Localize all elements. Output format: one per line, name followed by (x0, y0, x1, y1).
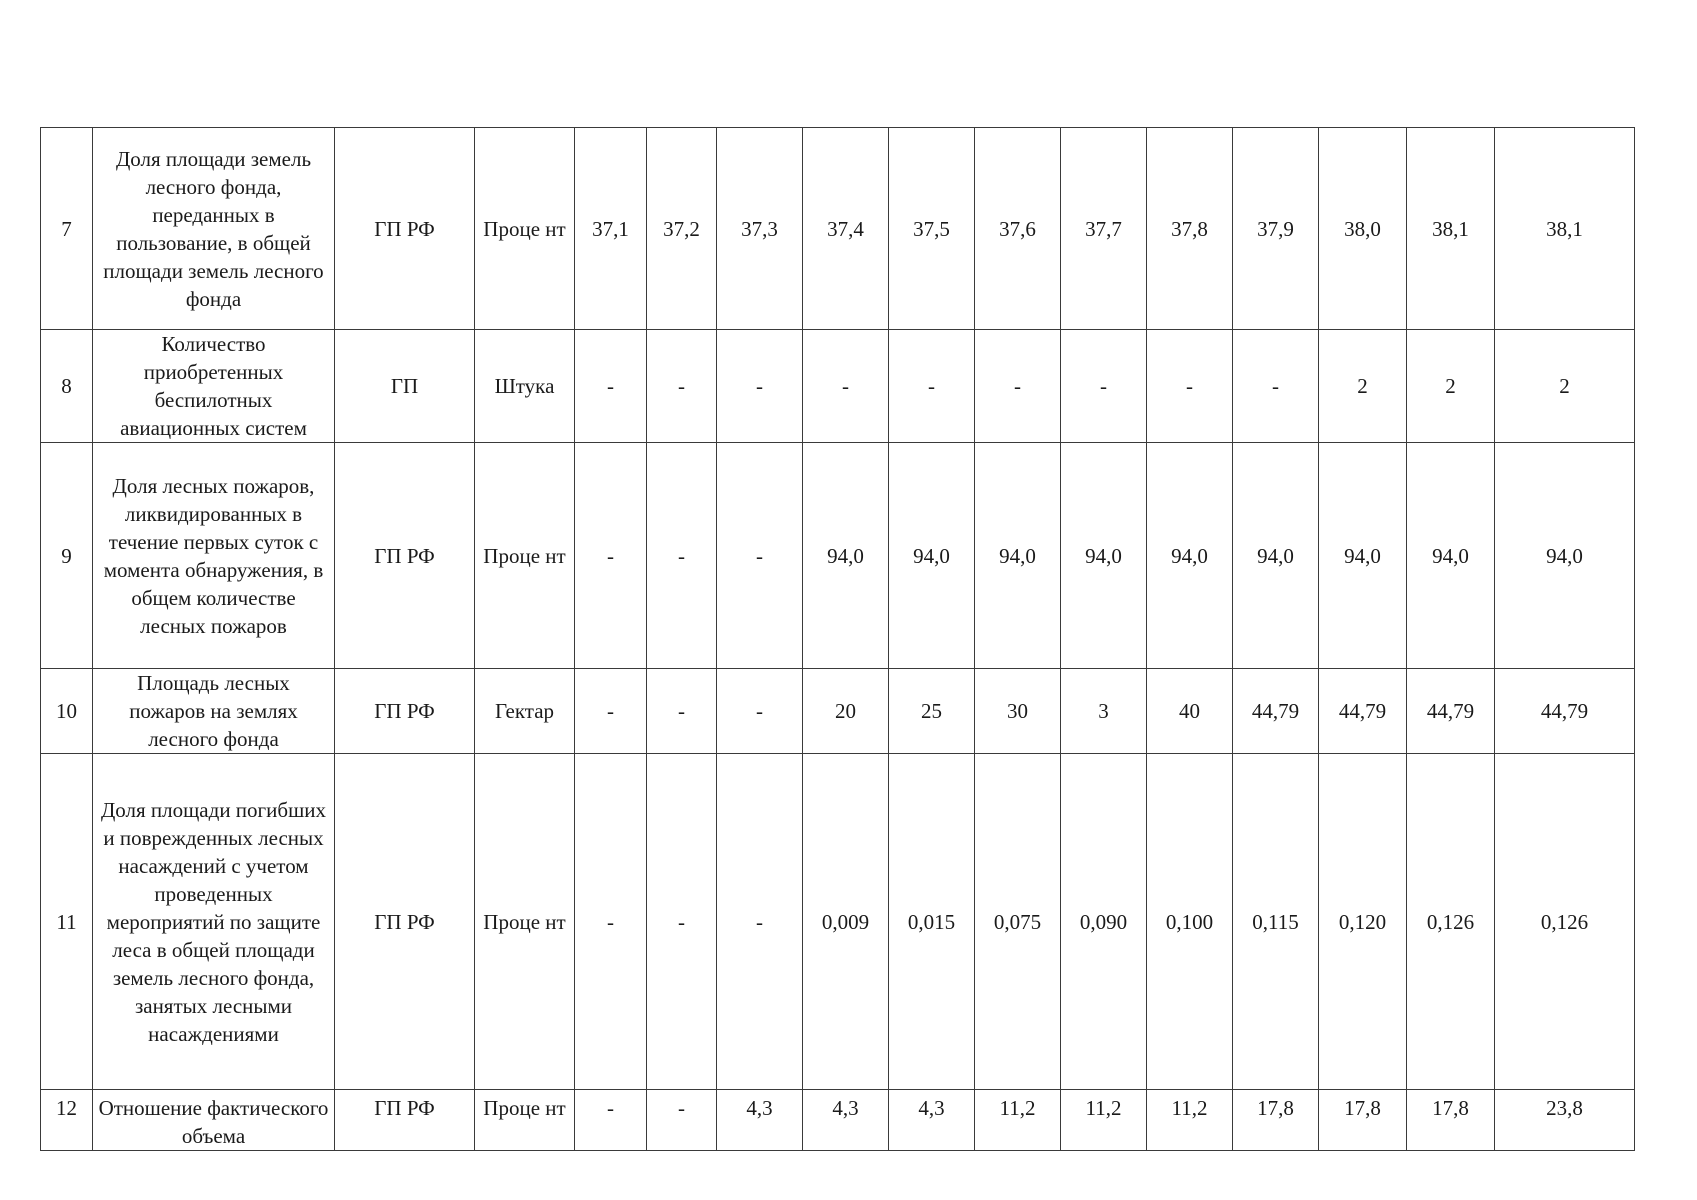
indicator-name-cell: Доля площади погибших и поврежденных лесных насаждений с учетом проведенных мероприятий по защите леса в общей площади земель лесного фонда, занятых лесными насаждениями (93, 754, 335, 1090)
value-cell: 44,79 (1233, 669, 1319, 754)
value-cell: 0,015 (889, 754, 975, 1090)
value-cell: - (647, 330, 717, 443)
value-cell: - (717, 330, 803, 443)
value-cell: 0,115 (1233, 754, 1319, 1090)
value-cell: - (575, 443, 647, 669)
unit-cell: Проце нт (475, 754, 575, 1090)
indicator-name-cell: Количество приобретенных беспилотных авиационных систем (93, 330, 335, 443)
value-cell: - (575, 330, 647, 443)
value-cell: 2 (1495, 330, 1635, 443)
row-number-cell: 7 (41, 128, 93, 330)
value-cell: - (1233, 330, 1319, 443)
value-cell: 17,8 (1407, 1090, 1495, 1151)
row-number-cell: 10 (41, 669, 93, 754)
value-cell: - (647, 1090, 717, 1151)
value-cell: 37,5 (889, 128, 975, 330)
program-cell: ГП (335, 330, 475, 443)
program-cell: ГП РФ (335, 443, 475, 669)
table-row (41, 669, 1635, 754)
value-cell: - (803, 330, 889, 443)
value-cell: 38,1 (1407, 128, 1495, 330)
value-cell: 23,8 (1495, 1090, 1635, 1151)
value-cell: 3 (1061, 669, 1147, 754)
value-cell: 30 (975, 669, 1061, 754)
table-row (41, 443, 1635, 669)
value-cell: 11,2 (1147, 1090, 1233, 1151)
value-cell: 17,8 (1233, 1090, 1319, 1151)
value-cell: 40 (1147, 669, 1233, 754)
table-row (41, 330, 1635, 443)
value-cell: - (575, 1090, 647, 1151)
value-cell: 0,090 (1061, 754, 1147, 1090)
value-cell: - (575, 754, 647, 1090)
unit-cell: Гектар (475, 669, 575, 754)
value-cell: 0,126 (1407, 754, 1495, 1090)
value-cell: - (575, 669, 647, 754)
value-cell: 2 (1407, 330, 1495, 443)
unit-cell: Проце нт (475, 1090, 575, 1151)
value-cell: 37,6 (975, 128, 1061, 330)
value-cell: 37,1 (575, 128, 647, 330)
value-cell: - (717, 669, 803, 754)
program-cell: ГП РФ (335, 669, 475, 754)
value-cell: - (1061, 330, 1147, 443)
value-cell: 0,120 (1319, 754, 1407, 1090)
value-cell: 37,7 (1061, 128, 1147, 330)
value-cell: 94,0 (803, 443, 889, 669)
value-cell: 37,9 (1233, 128, 1319, 330)
value-cell: 25 (889, 669, 975, 754)
indicator-name-cell: Отношение фактического объема (93, 1090, 335, 1151)
value-cell: 2 (1319, 330, 1407, 443)
value-cell: 11,2 (1061, 1090, 1147, 1151)
row-number-cell: 11 (41, 754, 93, 1090)
value-cell: 94,0 (1319, 443, 1407, 669)
value-cell: 38,0 (1319, 128, 1407, 330)
value-cell: 0,126 (1495, 754, 1635, 1090)
row-number-cell: 8 (41, 330, 93, 443)
value-cell: 0,100 (1147, 754, 1233, 1090)
value-cell: 20 (803, 669, 889, 754)
value-cell: 37,4 (803, 128, 889, 330)
value-cell: 94,0 (889, 443, 975, 669)
value-cell: 44,79 (1407, 669, 1495, 754)
value-cell: 94,0 (1233, 443, 1319, 669)
value-cell: - (647, 669, 717, 754)
value-cell: 11,2 (975, 1090, 1061, 1151)
value-cell: - (975, 330, 1061, 443)
value-cell: 94,0 (975, 443, 1061, 669)
unit-cell: Проце нт (475, 443, 575, 669)
program-cell: ГП РФ (335, 128, 475, 330)
value-cell: 0,075 (975, 754, 1061, 1090)
value-cell: 4,3 (889, 1090, 975, 1151)
value-cell: 0,009 (803, 754, 889, 1090)
value-cell: 94,0 (1407, 443, 1495, 669)
table-row (41, 1090, 1635, 1151)
indicator-name-cell: Доля лесных пожаров, ликвидированных в течение первых суток с момента обнаружения, в общем количестве лесных пожаров (93, 443, 335, 669)
row-number-cell: 9 (41, 443, 93, 669)
row-number-cell: 12 (41, 1090, 93, 1151)
value-cell: 44,79 (1495, 669, 1635, 754)
value-cell: 17,8 (1319, 1090, 1407, 1151)
table-row (41, 128, 1635, 330)
value-cell: 44,79 (1319, 669, 1407, 754)
value-cell: - (1147, 330, 1233, 443)
indicator-name-cell: Доля площади земель лесного фонда, переданных в пользование, в общей площади земель лесного фонда (93, 128, 335, 330)
unit-cell: Проце нт (475, 128, 575, 330)
table-row (41, 754, 1635, 1090)
value-cell: 37,8 (1147, 128, 1233, 330)
value-cell: - (717, 443, 803, 669)
value-cell: 37,2 (647, 128, 717, 330)
value-cell: - (889, 330, 975, 443)
unit-cell: Штука (475, 330, 575, 443)
indicators-table (40, 127, 1635, 1151)
value-cell: 37,3 (717, 128, 803, 330)
value-cell: 38,1 (1495, 128, 1635, 330)
value-cell: 94,0 (1495, 443, 1635, 669)
program-cell: ГП РФ (335, 754, 475, 1090)
value-cell: 4,3 (803, 1090, 889, 1151)
value-cell: 94,0 (1147, 443, 1233, 669)
value-cell: 4,3 (717, 1090, 803, 1151)
indicator-name-cell: Площадь лесных пожаров на землях лесного фонда (93, 669, 335, 754)
program-cell: ГП РФ (335, 1090, 475, 1151)
value-cell: - (647, 443, 717, 669)
value-cell: 94,0 (1061, 443, 1147, 669)
value-cell: - (717, 754, 803, 1090)
value-cell: - (647, 754, 717, 1090)
